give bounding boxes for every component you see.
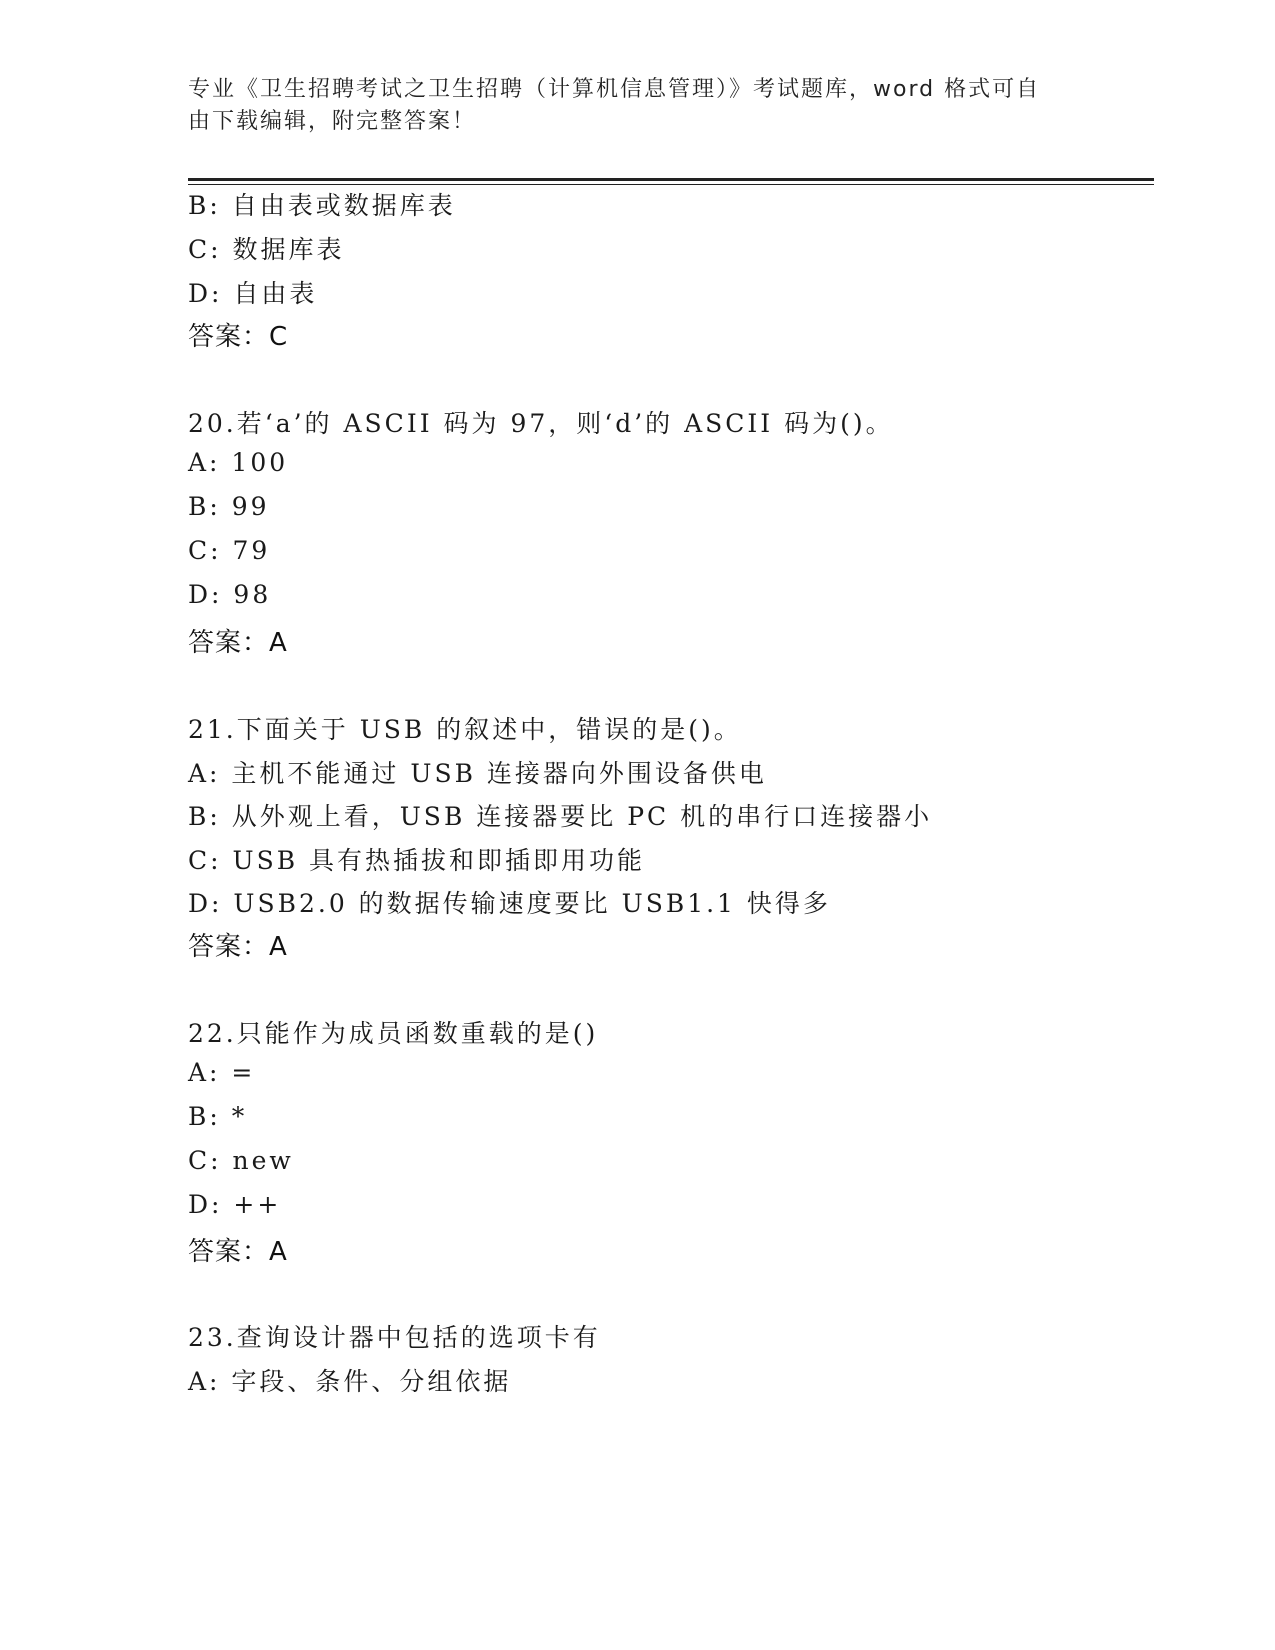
option-line: A: 100 bbox=[188, 448, 289, 477]
option-line: B: * bbox=[188, 1102, 248, 1131]
question-line: 20.若‘a’的 ASCII 码为 97，则‘d’的 ASCII 码为()。 bbox=[188, 409, 894, 438]
answer-line: 答案：C bbox=[188, 322, 289, 352]
question-line: 22.只能作为成员函数重载的是() bbox=[188, 1019, 599, 1048]
option-line: B: 99 bbox=[188, 492, 270, 521]
option-line: B: 从外观上看，USB 连接器要比 PC 机的串行口连接器小 bbox=[188, 802, 933, 831]
option-line: D: 98 bbox=[188, 580, 272, 609]
option-line: C: 79 bbox=[188, 536, 271, 565]
header-line-2: 由下载编辑，附完整答案！ bbox=[188, 109, 477, 134]
document-header bbox=[188, 74, 1068, 138]
option-line: D: 自由表 bbox=[188, 279, 318, 308]
answer-line: 答案：A bbox=[188, 628, 288, 658]
header-rule-thick bbox=[188, 178, 1154, 181]
option-line: D: USB2.0 的数据传输速度要比 USB1.1 快得多 bbox=[188, 889, 831, 918]
option-line: A: 主机不能通过 USB 连接器向外围设备供电 bbox=[188, 759, 767, 788]
option-line: D: ++ bbox=[188, 1190, 282, 1219]
option-line: B: 自由表或数据库表 bbox=[188, 191, 456, 220]
answer-line: 答案：A bbox=[188, 1237, 288, 1267]
header-rule-thin bbox=[188, 184, 1154, 185]
header-line-1: 专业《卫生招聘考试之卫生招聘（计算机信息管理）》考试题库，word 格式可自 bbox=[188, 77, 1041, 102]
option-line: A: = bbox=[188, 1058, 256, 1087]
answer-line: 答案：A bbox=[188, 932, 288, 962]
option-line: A: 字段、条件、分组依据 bbox=[188, 1367, 512, 1396]
option-line: C: 数据库表 bbox=[188, 235, 345, 264]
option-line: C: new bbox=[188, 1146, 294, 1175]
option-line: C: USB 具有热插拔和即插即用功能 bbox=[188, 846, 646, 875]
question-line: 21.下面关于 USB 的叙述中，错误的是()。 bbox=[188, 715, 742, 744]
question-line: 23.查询设计器中包括的选项卡有 bbox=[188, 1323, 601, 1352]
